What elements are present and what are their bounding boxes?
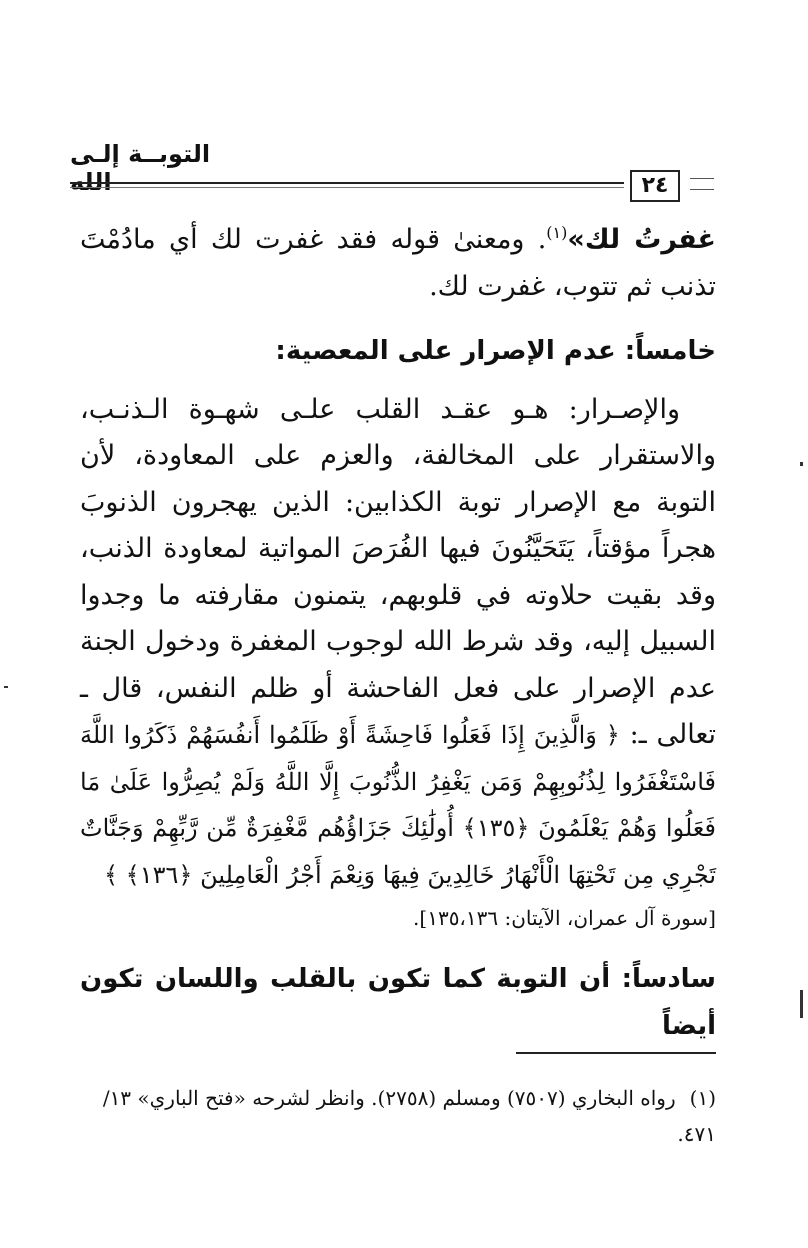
header-rule (70, 182, 624, 184)
persistence-text: والإصـرار: هـو عقـد القلب علـى شهـوة الـذنـب، والاستقرار على المخالفة، والعزم على المعاودة، لأن التوبة مع الإصرار توبة الكذابين: الذين يهجرون الذنوبَ هجراً مؤقتاً، يَتَحَيَّنُونَ فيها الفُرَصَ المواتية لمعاودة الذنب، وقد بقيت حلاوته في قلوبهم، يتمنون مقارفته ما وجدوا السبيل إليه، وقد شرط الله لوجوب المغفرة ودخول الجنة عدم الإصرار على فعل الفاحشة أو ظلم النفس، قال ـ تعالى ـ: (80, 393, 716, 750)
lead-phrase: غفرتُ لك» (567, 224, 716, 255)
header-ornament (690, 178, 714, 190)
section-heading-fifth: خامساً: عدم الإصرار على المعصية: (275, 336, 716, 366)
opening-text: . ومعنىٰ قوله فقد غفرت لك أي مادُمْتَ تذنب ثم تتوب، غفرت لك. (80, 224, 716, 302)
section-heading-sixth: سادساً: أن التوبة كما تكون بالقلب واللسان تكون أيضاً (80, 964, 716, 1041)
footnote-marker: (١) (546, 223, 568, 242)
footnote (80, 1080, 716, 1152)
scan-mark-left (4, 686, 8, 688)
page-number: ٢٤ (630, 170, 680, 202)
persistence-paragraph (80, 387, 716, 899)
scan-mark-right (800, 462, 803, 466)
footnote-number: (١) (689, 1086, 716, 1110)
footnote-text: رواه البخاري (٧٥٠٧) ومسلم (٢٧٥٨). وانظر لشرحه «فتح الباري» ١٣/ ٤٧١. (102, 1086, 716, 1146)
quran-verse: ﴿ وَالَّذِينَ إِذَا فَعَلُوا فَاحِشَةً أَوْ ظَلَمُوا أَنفُسَهُمْ ذَكَرُوا اللَّهَ فَاسْتَغْفَرُوا لِذُنُوبِهِمْ وَمَن يَغْفِرُ الذُّنُوبَ إِلَّا اللَّهُ وَلَمْ يُصِرُّوا عَلَىٰ مَا فَعَلُوا وَهُمْ يَعْلَمُونَ ﴿١٣٥﴾ أُولَٰئِكَ جَزَاؤُهُم مَّغْفِرَةٌ مِّن رَّبِّهِمْ وَجَنَّاتٌ تَجْرِي مِن تَحْتِهَا الْأَنْهَارُ خَالِدِينَ فِيهَا وَنِعْمَ أَجْرُ الْعَامِلِينَ ﴿١٣٦﴾ ﴾ (80, 721, 716, 889)
footnote-separator (516, 1052, 716, 1054)
quran-reference: [سورة آل عمران، الآيتان: ١٣٥،١٣٦]. (413, 906, 716, 930)
running-title: التوبــة إلـى الله (70, 140, 211, 196)
scan-mark-right-lower (800, 990, 803, 1018)
header-rule-thin (70, 187, 624, 188)
main-text (80, 210, 716, 1049)
opening-paragraph (80, 210, 716, 310)
